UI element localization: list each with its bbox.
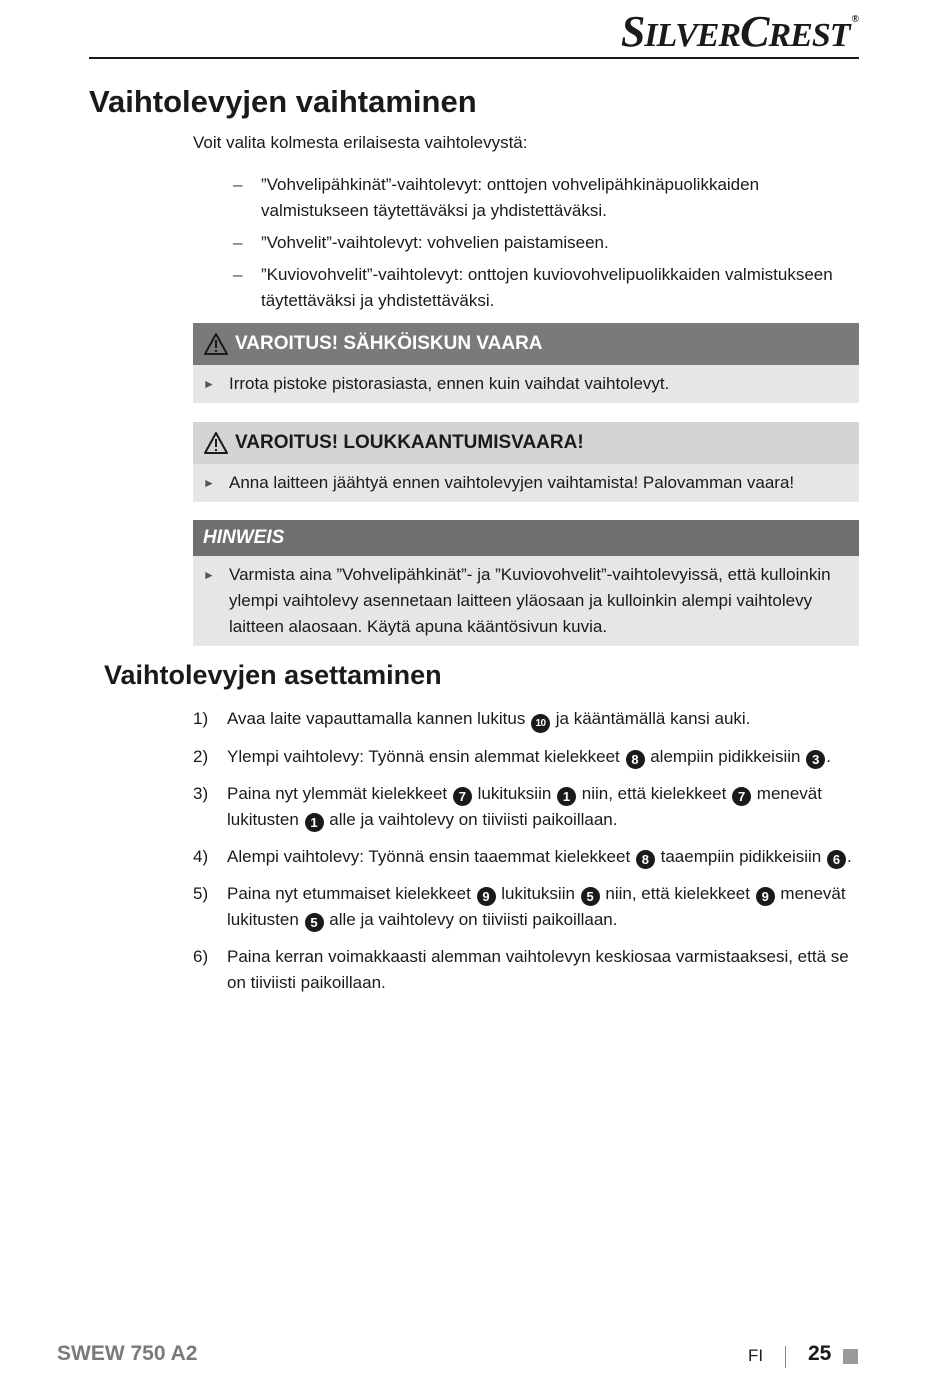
section-title-fitting-plates: Vaihtolevyjen asettaminen [104,660,442,690]
dash-bullet: – [233,233,243,252]
warning-header [193,422,859,464]
step-item: 1) Avaa laite vapauttamalla kannen lukitus 10 ja kääntämällä kansi auki. [193,706,859,733]
step-item: 6) Paina kerran voimakkaasti alemman vaihtolevyn keskiosaa varmistaaksesi, että se on tiiviisti paikoillaan. [193,944,859,996]
warning-triangle-icon [203,332,229,356]
step-number: 6) [193,947,209,966]
page-number: 25 [808,1342,832,1365]
footer-model: SWEW 750 A2 [57,1342,198,1365]
part-number-badge: 1 [557,787,576,806]
part-number-badge: 1 [305,813,324,832]
warning-title: VAROITUS! LOUKKAANTUMISVAARA! [235,432,584,453]
part-number-badge: 9 [477,887,496,906]
electric-shock-warning [193,323,859,403]
dash-bullet: – [233,265,243,284]
part-number-badge: 8 [626,750,645,769]
list-item: – ”Kuviovohvelit”-vaihtolevyt: onttojen kuviovohvelipuolikkaiden valmistukseen täytettäväksi ja yhdistettäväksi. [193,262,859,314]
warning-triangle-icon [203,431,229,455]
step-item: 5) Paina nyt etummaiset kielekkeet 9 lukituksiin 5 niin, että kielekkeet 9 menevät lukitusten 5 alle ja vaihtolevy on tiiviisti paikoillaan. [193,881,859,933]
list-item: – ”Vohvelit”-vaihtolevyt: vohvelien paistamiseen. [193,230,859,256]
dash-bullet: – [233,175,243,194]
step-number: 1) [193,709,209,728]
warning-body [193,365,859,403]
warning-body [193,464,859,502]
step-number: 2) [193,747,209,766]
section-title-changing-plates: Vaihtolevyjen vaihtaminen [89,84,477,119]
injury-warning [193,422,859,502]
part-number-badge: 7 [453,787,472,806]
footer-language: FI [748,1346,764,1365]
step-item: 4) Alempi vaihtolevy: Työnnä ensin taaemmat kielekkeet 8 taaempiin pidikkeisiin 6 . [193,844,859,870]
list-item: – ”Vohvelipähkinät”-vaihtolevyt: onttojen vohvelipähkinäpuolikkaiden valmistukseen täytettäväksi ja yhdistettäväksi. [193,172,859,224]
note-body [193,556,859,646]
arrow-bullet-icon: ► [203,377,215,391]
step-number: 5) [193,884,209,903]
intro-text: Voit valita kolmesta erilaisesta vaihtolevystä: [193,133,528,152]
step-number: 3) [193,784,209,803]
part-number-badge: 7 [732,787,751,806]
part-number-badge: 6 [827,850,846,869]
fitting-steps-list [193,706,859,1007]
part-number-badge: 5 [581,887,600,906]
part-number-badge: 9 [756,887,775,906]
silvercrest-logo: SILVERCREST ® [620,7,858,56]
header-rule [89,57,859,59]
step-item: 2) Ylempi vaihtolevy: Työnnä ensin alemmat kielekkeet 8 alempiin pidikkeisiin 3 . [193,744,859,770]
plate-types-list [193,172,859,320]
footer-square-marker [843,1349,858,1364]
arrow-bullet-icon: ► [203,568,215,582]
part-number-badge: 5 [305,913,324,932]
part-number-badge: 3 [806,750,825,769]
step-item: 3) Paina nyt ylemmät kielekkeet 7 lukituksiin 1 niin, että kielekkeet 7 menevät lukitusten 1 alle ja vaihtolevy on tiiviisti paikoillaan. [193,781,859,833]
warning-title: VAROITUS! SÄHKÖISKUN VAARA [235,333,543,354]
step-number: 4) [193,847,209,866]
note-text: Varmista aina ”Vohvelipähkinät”- ja ”Kuviovohvelit”-vaihtolevyissä, että kulloinkin ylempi vaihtolevy asennetaan laitteen yläosaan ja kulloinkin alempi vaihtolevy laitteen alaosaan. Käytä apuna kääntösivun kuvia. [229,565,831,636]
warning-text: Anna laitteen jäähtyä ennen vaihtolevyjen vaihtamista! Palovamman vaara! [229,473,795,492]
part-number-badge: 10 [531,714,550,733]
warning-header [193,323,859,365]
note-header: HINWEIS [193,520,859,556]
warning-text: Irrota pistoke pistorasiasta, ennen kuin vaihdat vaihtolevyt. [229,374,670,393]
arrow-bullet-icon: ► [203,476,215,490]
part-number-badge: 8 [636,850,655,869]
note-box [193,520,859,646]
footer-divider [785,1346,786,1368]
